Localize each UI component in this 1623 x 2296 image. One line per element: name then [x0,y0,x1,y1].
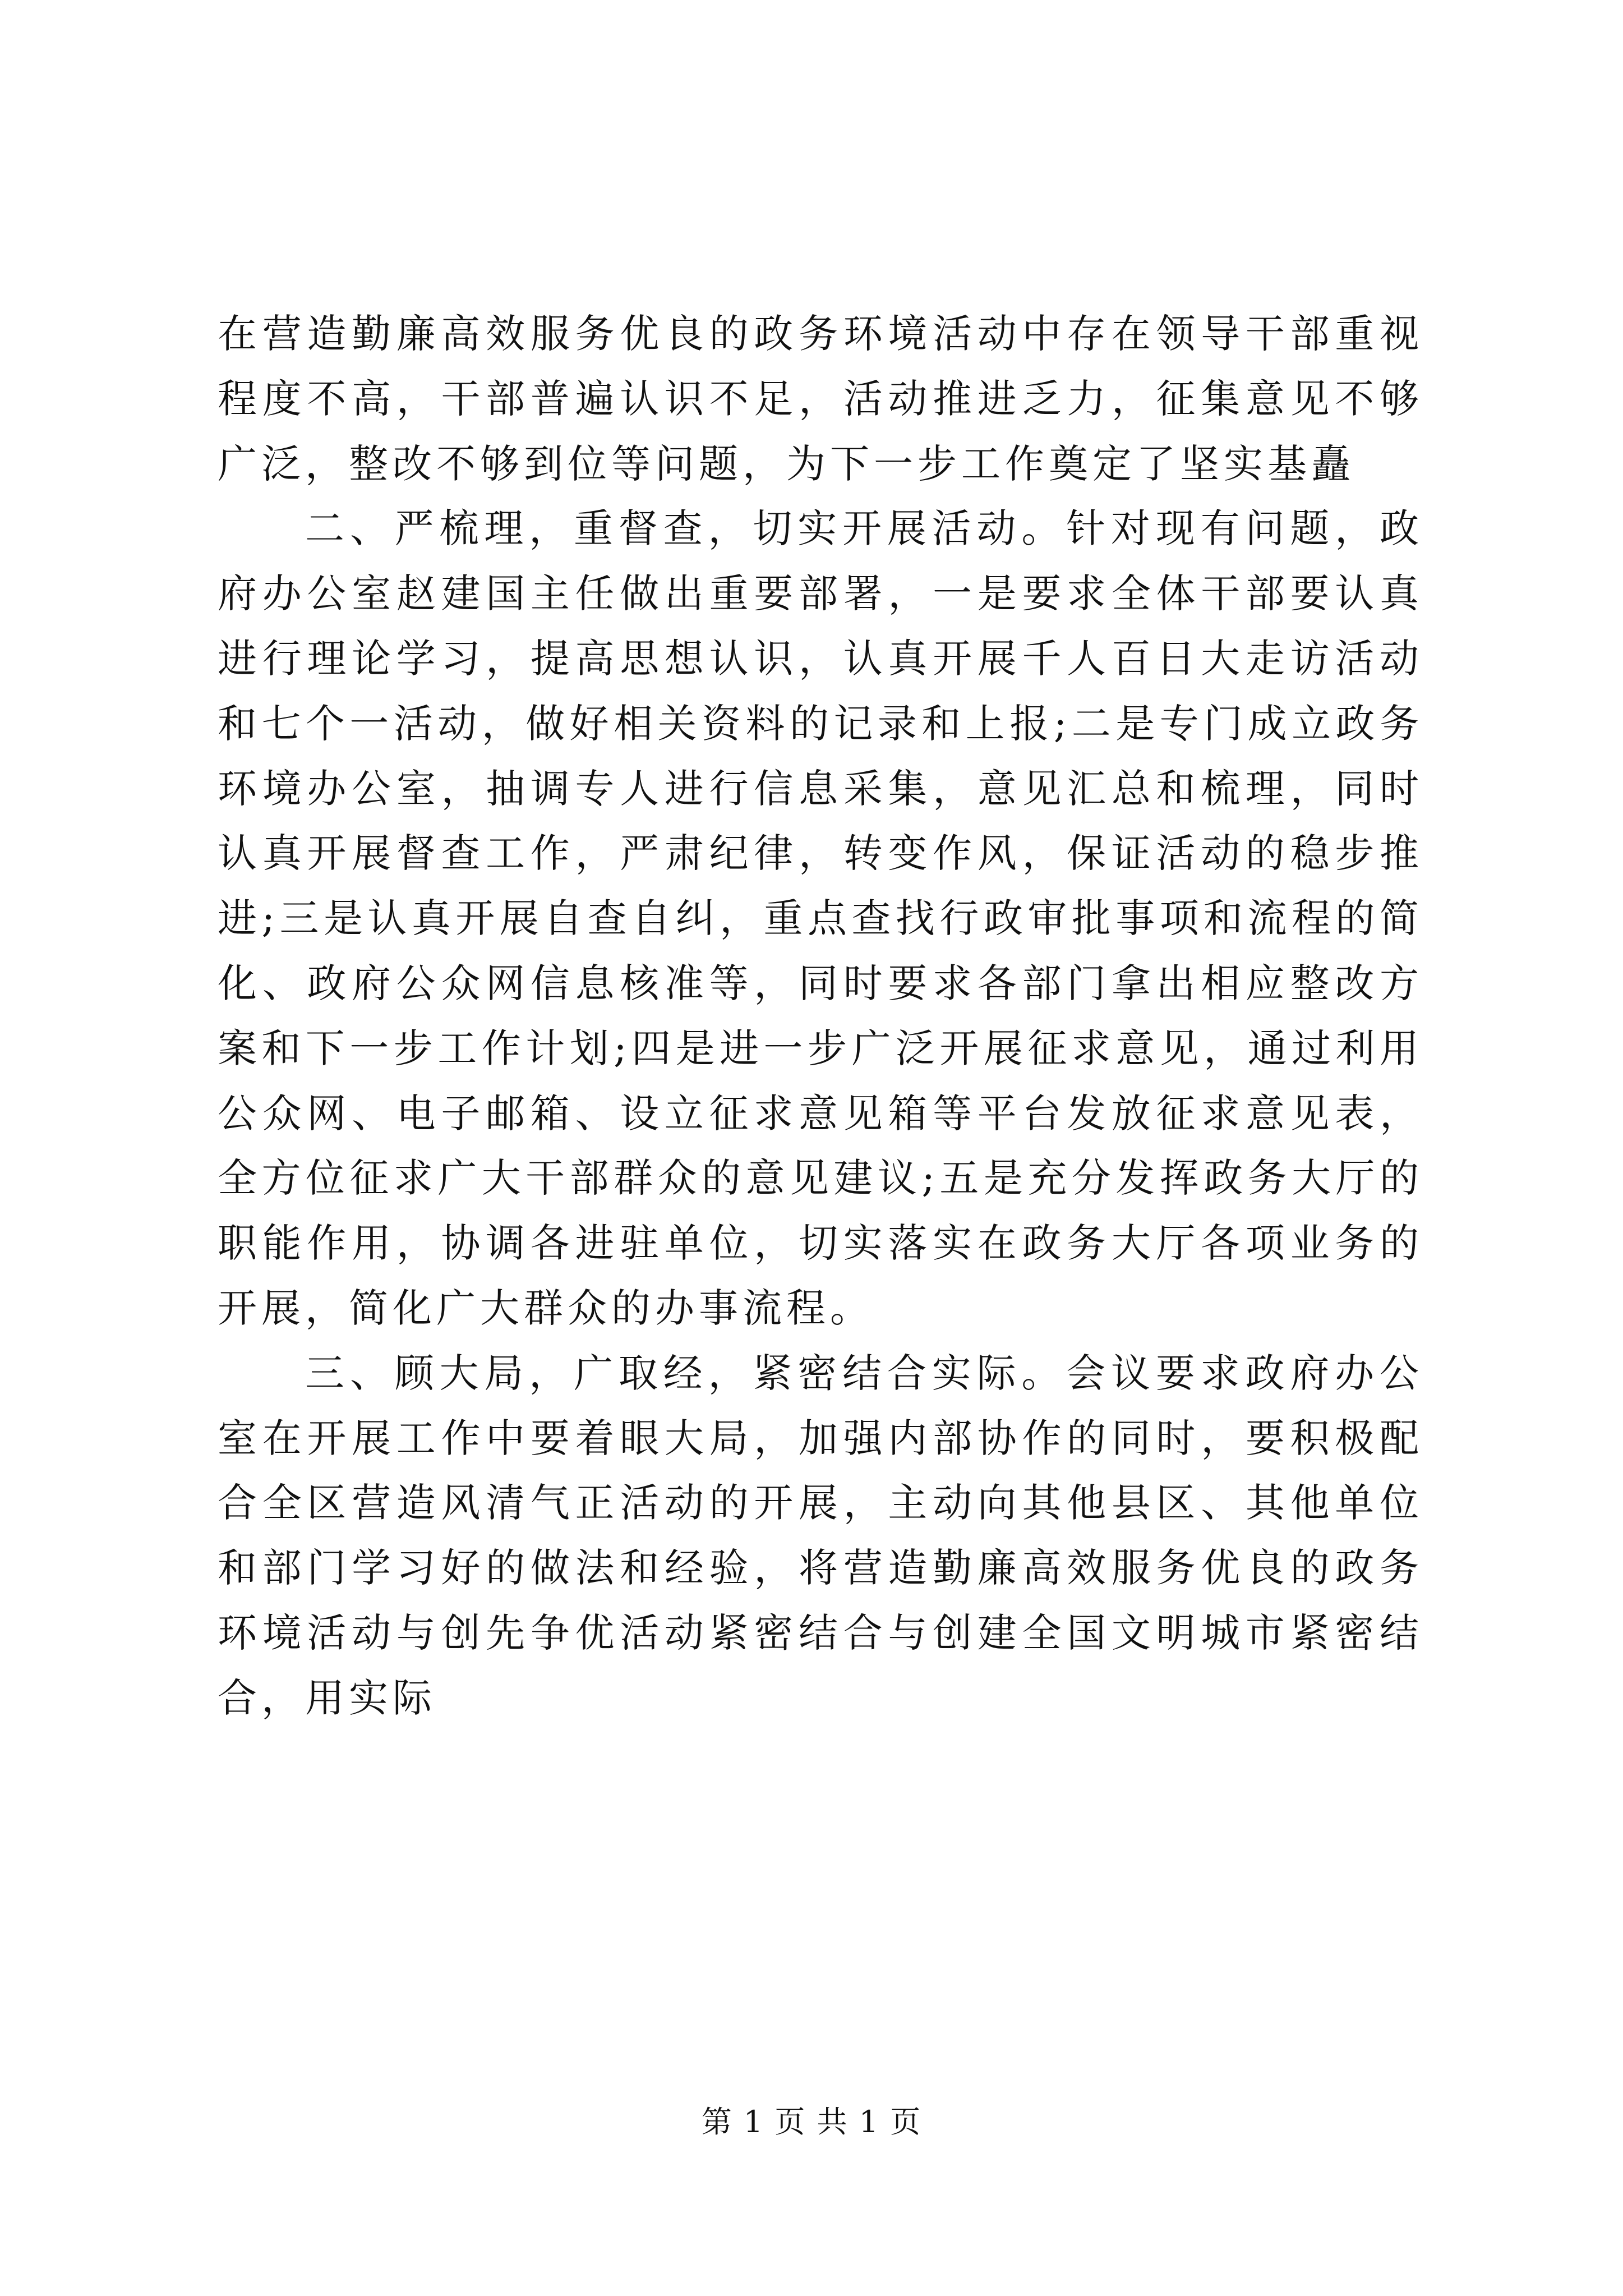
paragraph-1: 在营造勤廉高效服务优良的政务环境活动中存在领导干部重视程度不高，干部普遍认识不足，活动推进乏力，征集意见不够广泛，整改不够到位等问题，为下一步工作奠定了坚实基矗 [218,311,1423,487]
paragraph-3: 三、顾大局，广取经，紧密结合实际。会议要求政府办公室在开展工作中要着眼大局，加强内部协作的同时，要积极配合全区营造风清气正活动的开展，主动向其他县区、其他单位和部门学习好的做法和经验，将营造勤廉高效服务优良的政务环境活动与创先争优活动紧密结合与创建全国文明城市紧密结合，用实际 [218,1350,1423,1721]
paragraph-2: 二、严梳理，重督查，切实开展活动。针对现有问题，政府办公室赵建国主任做出重要部署，一是要求全体干部要认真进行理论学习，提高思想认识，认真开展千人百日大走访活动和七个一活动，做好相关资料的记录和上报;二是专门成立政务环境办公室，抽调专人进行信息采集，意见汇总和梳理，同时认真开展督查工作，严肃纪律，转变作风，保证活动的稳步推进;三是认真开展自查自纠，重点查找行政审批事项和流程的简化、政府公众网信息核准等，同时要求各部门拿出相应整改方案和下一步工作计划;四是进一步广泛开展征求意见，通过利用公众网、电子邮箱、设立征求意见箱等平台发放征求意见表，全方位征求广大干部群众的意见建议;五是充分发挥政务大厅的职能作用，协调各进驻单位，切实落实在政务大厅各项业务的开展，简化广大群众的办事流程。 [218,505,1423,1331]
document-body [218,302,1423,1731]
page-footer: 第 1 页 共 1 页 [701,2104,922,2139]
